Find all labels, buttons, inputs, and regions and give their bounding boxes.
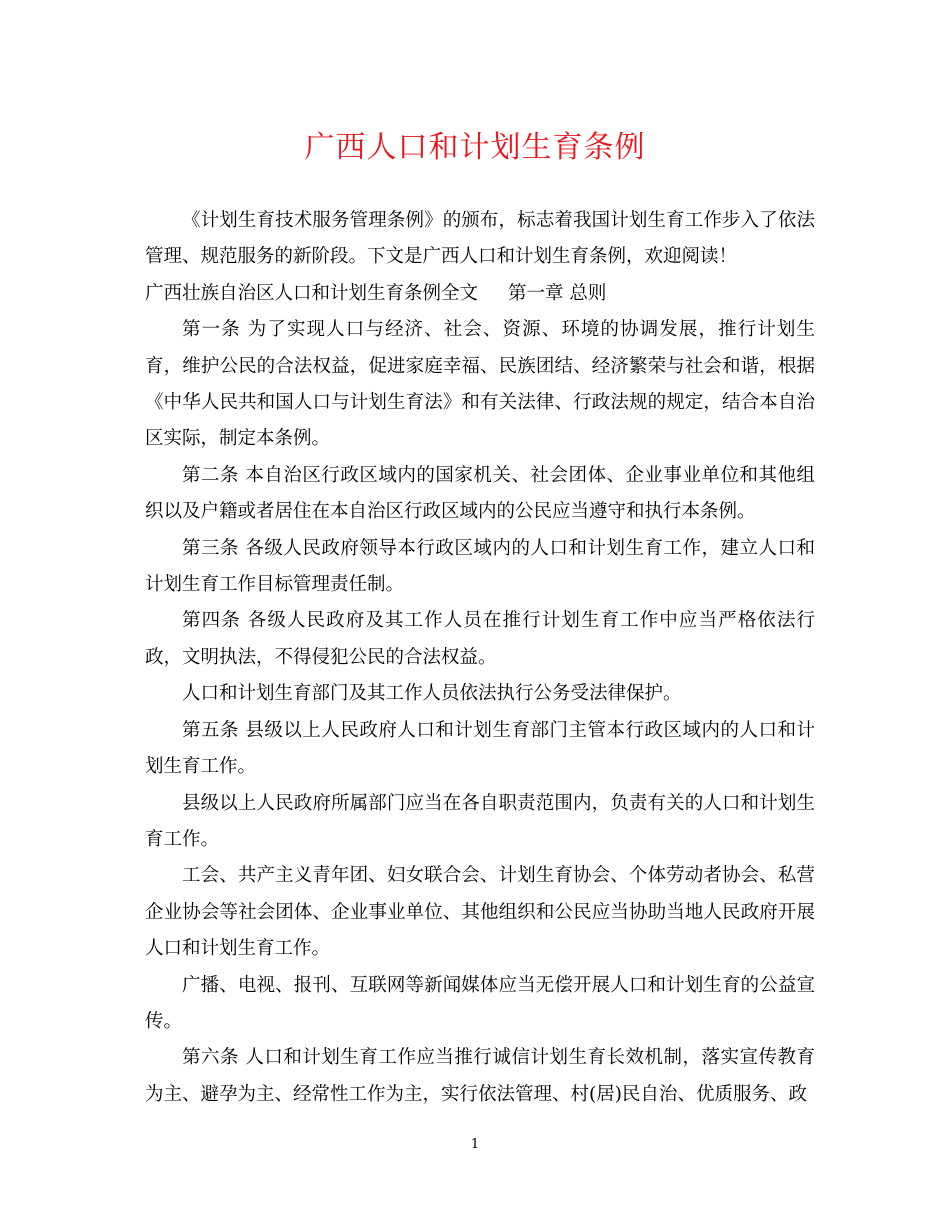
article-5-clause-4-paragraph: 广播、电视、报刊、互联网等新闻媒体应当无偿开展人口和计划生育的公益宣传。: [145, 974, 815, 1032]
article-5-clause-2-paragraph: 县级以上人民政府所属部门应当在各自职责范围内，负责有关的人口和计划生育工作。: [145, 792, 815, 850]
article-4-clause-2-paragraph: 人口和计划生育部门及其工作人员依法执行公务受法律保护。: [182, 683, 682, 705]
chapter-heading-line: [145, 276, 815, 312]
document-title: 广西人口和计划生育条例: [304, 130, 646, 165]
chapter-heading: 第一章 总则: [508, 282, 607, 304]
page-number: 1: [470, 1137, 480, 1152]
article-6-paragraph: 第六条 人口和计划生育工作应当推行诚信计划生育长效机制，落实宣传教育为主、避孕为主、经常性工作为主，实行依法管理、村(居)民自治、优质服务、政: [145, 1047, 815, 1105]
law-name: 广西壮族自治区人口和计划生育条例全文: [145, 282, 479, 304]
document-body: [145, 203, 815, 1113]
article-5-paragraph: 第五条 县级以上人民政府人口和计划生育部门主管本行政区域内的人口和计划生育工作。: [145, 719, 815, 778]
article-3-paragraph: 第三条 各级人民政府领导本行政区域内的人口和计划生育工作，建立人口和计划生育工作目标管理责任制。: [145, 537, 815, 596]
article-4-paragraph: 第四条 各级人民政府及其工作人员在推行计划生育工作中应当严格依法行政，文明执法，不得侵犯公民的合法权益。: [145, 610, 815, 668]
intro-paragraph: 《计划生育技术服务管理条例》的颁布，标志着我国计划生育工作步入了依法管理、规范服务的新阶段。下文是广西人口和计划生育条例，欢迎阅读！: [145, 210, 815, 268]
article-2-paragraph: 第二条 本自治区行政区域内的国家机关、社会团体、企业事业单位和其他组织以及户籍或者居住在本自治区行政区域内的公民应当遵守和执行本条例。: [145, 464, 815, 523]
article-1-paragraph: 第一条 为了实现人口与经济、社会、资源、环境的协调发展，推行计划生育，维护公民的合法权益，促进家庭幸福、民族团结、经济繁荣与社会和谐，根据《中华人民共和国人口与计划生育法》和有关法律、行政法规的规定，结合本自治区实际，制定本条例。: [145, 319, 815, 450]
article-5-clause-3-paragraph: 工会、共产主义青年团、妇女联合会、计划生育协会、个体劳动者协会、私营企业协会等社会团体、企业事业单位、其他组织和公民应当协助当地人民政府开展人口和计划生育工作。: [145, 865, 815, 960]
